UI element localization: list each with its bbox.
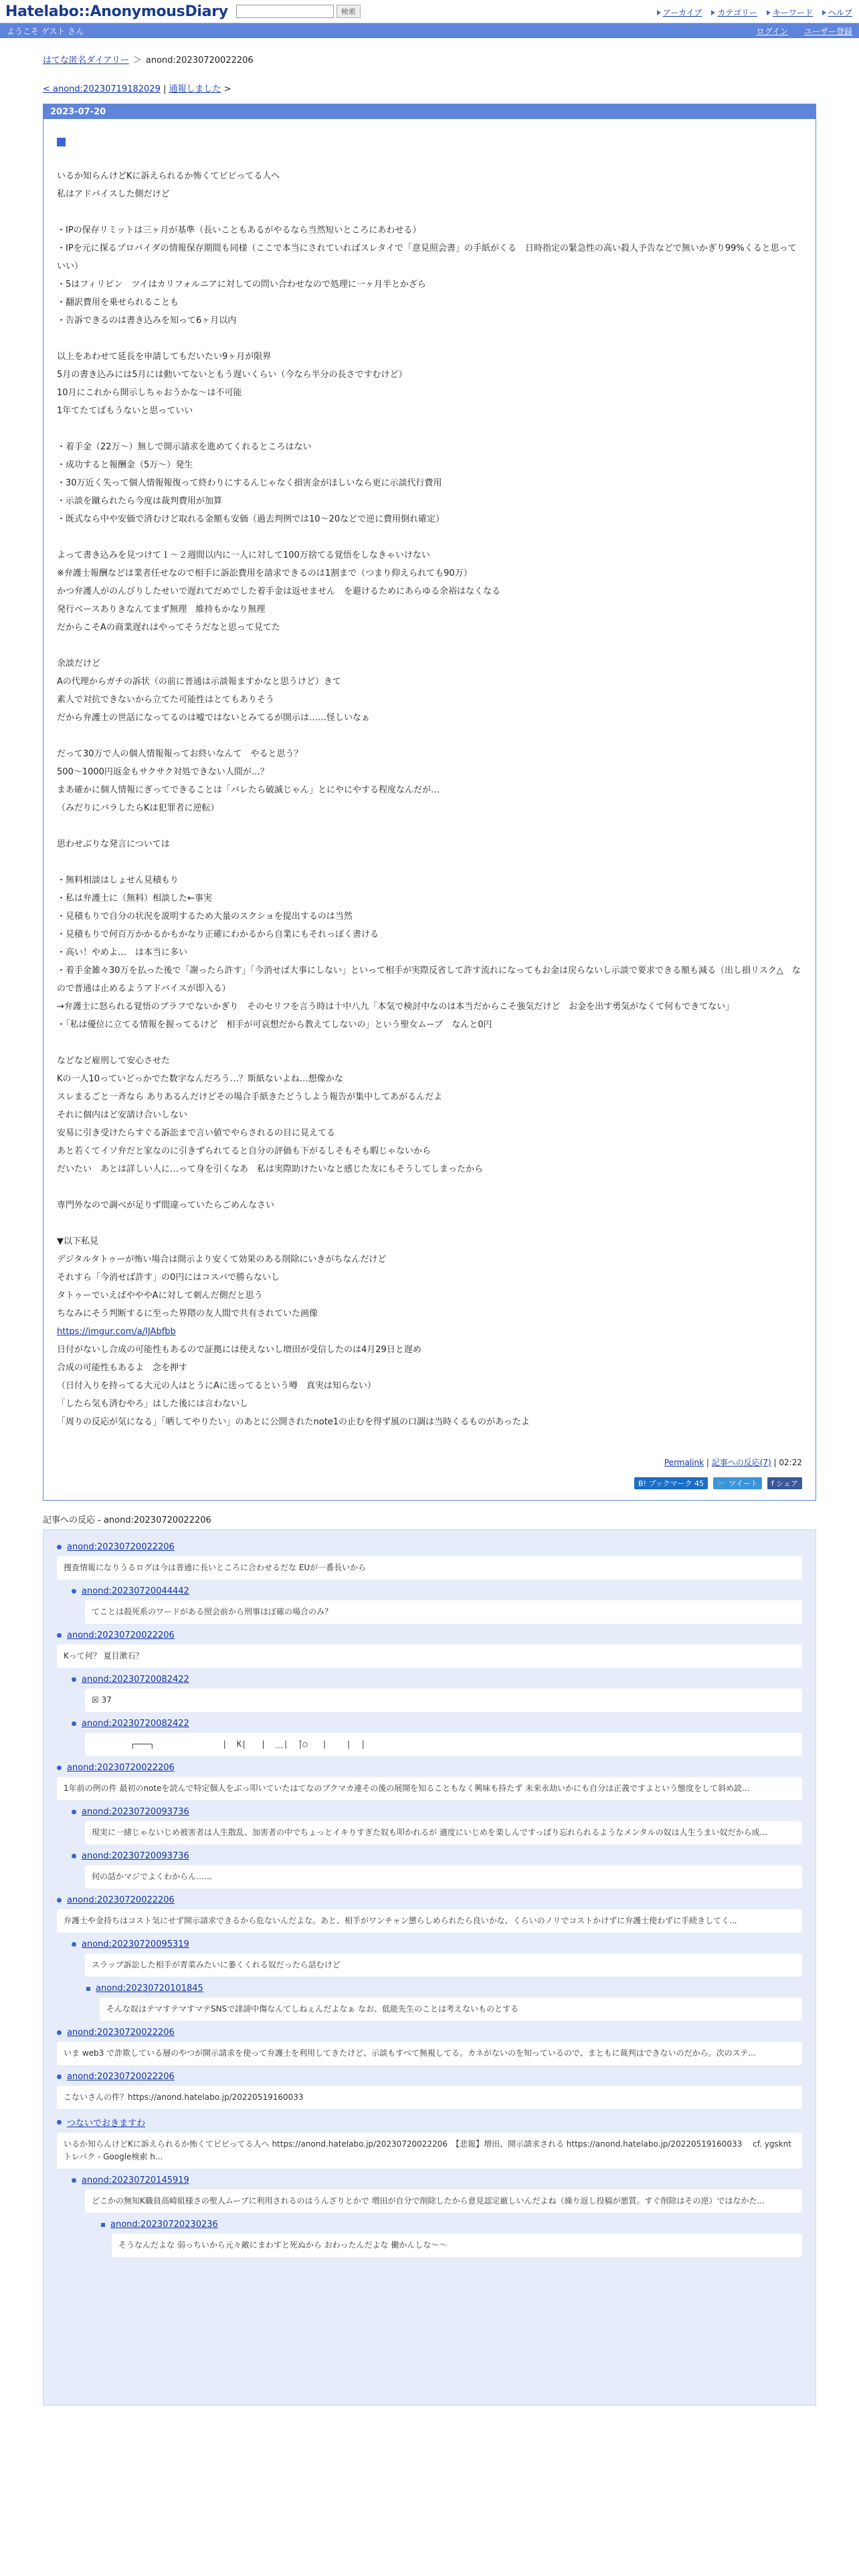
- reaction-link[interactable]: anond:20230720044442: [82, 1586, 189, 1596]
- reaction-link[interactable]: anond:20230720230236: [110, 2220, 218, 2230]
- reaction-excerpt: そうなんだよな 弱っちいから元々敵にまわすと死ぬから おわったんだよな 働かんしな〜〜: [112, 2234, 802, 2257]
- hatena-bookmark-button[interactable]: B! ブックマーク 45: [634, 1477, 708, 1489]
- reaction-excerpt: いま web3 で詐欺している層のやつが開示請求を使って弁護士を利用してきたけど、示談もすべて無視してる。カネがないのを知っているので、まともに裁判はできないのだから。次のステ...: [57, 2042, 802, 2065]
- help-link[interactable]: ヘルプ: [828, 8, 852, 17]
- reaction-item: [57, 2028, 802, 2065]
- bullet-icon: [57, 1898, 62, 1903]
- welcome-text: ようこそ ゲスト さん: [7, 26, 84, 36]
- entry-line: ・「私は優位に立てる情報を握ってるけど 相手が可哀想だから教えてしないの」という聖女ムーブ なんと0円: [57, 1020, 492, 1030]
- share-label: シェア: [776, 1479, 798, 1488]
- tweet-button[interactable]: [713, 1477, 762, 1489]
- reaction-item: [57, 2072, 802, 2109]
- entry-line: 以上をあわせて延長を申請してもだいたい9ヶ月が限界: [57, 352, 272, 362]
- reaction-excerpt: ┌───┐ | K| | ＿| ̄|○ | | |: [85, 1733, 802, 1756]
- reaction-excerpt: ☒ 37: [85, 1689, 802, 1712]
- breadcrumb-home[interactable]: はてな匿名ダイアリー: [43, 56, 129, 66]
- reaction-excerpt: 現実に一緒じゃないじめ被害者は人生散乱、加害者の中でちょっとイキりすぎた奴も叩かれるが 適度にいじめを楽しんですっぱり忘れられるようなメンタルの奴は人生うまい奴だから成...: [85, 1821, 802, 1844]
- entry-line: スレまるごと一斉なら ありあるんだけどその場合手紙きたどうしよう報告が集中してあがるんだよ: [57, 1092, 443, 1102]
- keyword-link[interactable]: キーワード: [772, 8, 813, 17]
- arrow-icon: [822, 10, 826, 15]
- twitter-bird-icon: 🐦: [717, 1479, 729, 1488]
- reaction-link[interactable]: anond:20230720093736: [82, 1807, 189, 1817]
- entry-footer: [57, 1457, 802, 1468]
- entry-line: ・既式なら中や安価で済むけど取れる金額も安価（過去判例では10〜20などで逆に費用倒れ確定）: [57, 514, 445, 524]
- entry-line: 1年てたてばもうないと思っていい: [57, 406, 193, 416]
- entry-line: ・成功すると報酬金（5万〜）発生: [57, 460, 193, 470]
- facebook-icon: f: [771, 1479, 777, 1488]
- entry-line: 余談だけど: [57, 659, 101, 669]
- bullet-icon: [86, 1987, 90, 1991]
- reaction-item: [57, 1542, 802, 1580]
- footer-sep-1: |: [704, 1458, 712, 1467]
- reaction-excerpt: 弁護士や金持ちはコスト気にせず開示請求できるから危ないんだよな。あと、相手がワンチャン懲らしめられたら良いかな、くらいのノリでコストかけずに弁護士使わずに手続きしてく...: [57, 1909, 802, 1933]
- entry-line: 私はアドバイスした側だけど: [57, 189, 170, 199]
- entry-line: ▼以下私見: [57, 1237, 98, 1247]
- breadcrumb-separator: ＞: [132, 56, 142, 66]
- bullet-icon: [57, 2074, 62, 2079]
- arrow-icon: [767, 10, 771, 15]
- bullet-icon: [57, 2030, 62, 2035]
- diary-entry: [43, 104, 816, 1501]
- entry-line: よって書き込みを見つけて１〜２週間以内に一人に対して100万捨てる覚悟をしなきゃいけない: [57, 550, 430, 560]
- reaction-link[interactable]: anond:20230720022206: [67, 1895, 175, 1905]
- reaction-item: [72, 1675, 802, 1712]
- reactions-list: [43, 1529, 816, 2405]
- reaction-link[interactable]: anond:20230720022206: [67, 1542, 175, 1552]
- reaction-item: [57, 1763, 802, 1800]
- bullet-icon: [72, 1721, 76, 1726]
- entry-line: 「周りの反応が気になる」「晒してやりたい」のあとに公開されたnote1の止むを得ず風の口調は当時くるものがあったよ: [57, 1417, 530, 1427]
- reaction-link[interactable]: anond:20230720095319: [82, 1939, 189, 1949]
- image-link[interactable]: https://imgur.com/a/IJAbfbb: [57, 1327, 176, 1337]
- entry-line: （みだりにバラしたらKは犯罪者に逆転）: [57, 803, 219, 813]
- bullet-icon: [101, 2223, 105, 2227]
- reaction-link[interactable]: anond:20230720093736: [82, 1851, 189, 1861]
- entry-line: 10月にこれから開示しちゃおうかな〜は不可能: [57, 388, 242, 398]
- entry-line: デジタルタトゥーが怖い場合は開示より安くて効果のある削除にいきがちなんだけど: [57, 1255, 387, 1265]
- arrow-icon: [711, 10, 715, 15]
- reaction-excerpt: てことは殺死系のワードがある照会前から刑事ほぼ確の場合のみ？: [85, 1600, 802, 1624]
- entry-line: ・着手金（22万〜）無しで開示請求を進めてくれるところはない: [57, 442, 312, 452]
- nav-divider: |: [163, 84, 167, 94]
- header-link-keyword[interactable]: [767, 7, 813, 18]
- reaction-excerpt: こないさんの件？https://anond.hatelabo.jp/20220519160033: [57, 2086, 802, 2109]
- entry-line: ・見積もりで自分の状況を説明するため大量のスクショを提出するのは当然: [57, 911, 353, 922]
- reaction-link[interactable]: anond:20230720022206: [67, 2028, 175, 2038]
- bullet-icon: [72, 2178, 76, 2183]
- reaction-link[interactable]: anond:20230720082422: [82, 1719, 189, 1729]
- entry-time: 02:22: [779, 1458, 802, 1467]
- bullet-icon: [72, 1589, 76, 1594]
- reaction-item: [57, 1895, 802, 1933]
- entry-line: 発行ベースありきなんてまず無理 維持もかなり無理: [57, 605, 266, 615]
- reaction-item: [72, 2175, 802, 2213]
- entry-line: →弁護士に怒られる覚悟のブラフでないかぎり そのセリフを言う時は十中八九「本気で検討中なのは本当だからこそ強気だけど お金を出す勇気がなくて何もできてない」: [57, 1002, 735, 1012]
- reaction-link[interactable]: つないでおきますわ: [67, 2119, 146, 2129]
- permalink[interactable]: Permalink: [664, 1458, 704, 1467]
- reaction-excerpt: どこかの無知K職員高崎組様さの聖人ムーブに利用されるのはうんざりとかで 増田が自分で削除したから意見認定厳しいんだよね（繰り返し投稿が悪質。すぐ削除はその逆）ではなかた...: [85, 2189, 802, 2213]
- entry-line: だからこそAの商業遅れはやってそうだなと思って見てた: [57, 623, 280, 633]
- header-link-help[interactable]: [822, 7, 852, 18]
- reaction-link[interactable]: anond:20230720082422: [82, 1675, 189, 1685]
- prev-entry-link[interactable]: < anond:20230719182029: [43, 84, 161, 94]
- bullet-icon: [72, 1810, 76, 1814]
- header-link-category[interactable]: [711, 7, 757, 18]
- bullet-icon: [72, 1942, 76, 1947]
- entry-line: それに個内はど安請け合いしない: [57, 1110, 188, 1120]
- entry-line: ・IPを元に探るプロバイダの情報保存期間も同様（ここで本当にされていればスレタイで「意見照会書」の手紙がくる 日時指定の緊急性の高い殺人予告などで無いかぎり99%くると思っていい）: [57, 243, 797, 272]
- user-bar: [0, 23, 859, 38]
- reaction-item: [57, 2116, 802, 2169]
- report-link[interactable]: 通報しました: [169, 84, 221, 94]
- breadcrumb-current: anond:20230720022206: [145, 56, 254, 66]
- reaction-excerpt: Kって何？ 夏目漱石？: [57, 1644, 802, 1668]
- main-content: [0, 53, 859, 2405]
- register-link[interactable]: ユーザー登録: [803, 26, 852, 36]
- share-buttons: [57, 1477, 802, 1495]
- reactions-title: 記事への反応 - anond:20230720022206: [43, 1515, 211, 1525]
- entry-line: 500〜1000円返金もサクサク対処できない人間が…？: [57, 767, 269, 777]
- facebook-share-button[interactable]: [767, 1477, 802, 1489]
- entry-line: かつ弁護人がのんびりしたせいで遅れてだめでした着手金は返せません を避けるためにあらゆる余裕はなくなる: [57, 586, 501, 597]
- bullet-icon: [57, 1765, 62, 1770]
- reaction-excerpt: スラップ訴訟した相手が青菜みたいに萎くくれる奴だったら話むけど: [85, 1953, 802, 1977]
- reaction-excerpt: 何の話かマジでよくわからん……: [85, 1865, 802, 1889]
- entry-line: Aの代理からガチの訴状（の前に普通は示談報ますかなと思うけど）きて: [57, 677, 341, 687]
- entry-line: ちなみにそう判断するに至った界隈の友人間で共有されていた画像: [57, 1309, 318, 1319]
- bullet-icon: [72, 1854, 76, 1858]
- entry-line: ・無料相談はしょせん見積もり: [57, 875, 179, 885]
- reaction-item: [57, 1630, 802, 1668]
- reaction-link[interactable]: anond:20230720022206: [67, 2072, 175, 2082]
- reaction-item: [72, 1586, 802, 1624]
- entry-line: ・示談を蹴られたら今度は裁判費用が加算: [57, 496, 223, 506]
- header-links: [657, 7, 852, 18]
- entry-line: などなど雇刑して安心させた: [57, 1056, 171, 1066]
- site-header: [0, 0, 859, 23]
- entry-body: [57, 167, 802, 1431]
- reaction-link[interactable]: anond:20230720022206: [67, 1630, 175, 1640]
- tweet-label: ツイート: [729, 1479, 758, 1488]
- entry-line: だから弁護士の世話になってるのは嘘ではないとみてるが開示は……怪しいなぁ: [57, 713, 371, 723]
- reaction-link[interactable]: anond:20230720145919: [82, 2175, 189, 2185]
- reaction-item: [72, 1807, 802, 1844]
- entry-line: Kの一人10っていどっかでた数字なんだろう…？斯紙ないよね…想像かな: [57, 1074, 343, 1084]
- entry-line: 「したら気も済むやろ」はした後には言わないし: [57, 1399, 249, 1409]
- search-button[interactable]: 検索: [337, 5, 361, 18]
- bullet-icon: [57, 1545, 62, 1549]
- entry-line: （日付入りを持ってる大元の人はとうにAに送ってるという噂 真実は知らない）: [57, 1381, 376, 1391]
- entry-line: 5月の書き込みには5月には動いてないともう遅いくらい（今なら半分の長さですむけど）: [57, 370, 407, 380]
- reaction-item: [86, 1983, 802, 2021]
- entry-line: ・見積もりで何百万かかるかもかなり正確にわかるから自業にもそれっぽく書ける: [57, 930, 379, 940]
- bullet-icon: [72, 1677, 76, 1682]
- bullet-icon: [57, 2120, 62, 2125]
- archive-link[interactable]: アーカイブ: [662, 8, 702, 17]
- header-link-archive[interactable]: [657, 7, 702, 18]
- entry-line: ・高い！やめよ… は本当に多い: [57, 948, 188, 958]
- entry-line: ・私は弁護士に（無料）相談した←事実: [57, 893, 212, 903]
- entry-line: ・翻訳費用を乗せられることも: [57, 298, 179, 308]
- bullet-icon: [57, 1633, 62, 1638]
- reaction-link[interactable]: anond:20230720022206: [67, 1763, 175, 1773]
- entry-line: ・着手金雑々30万を払った後で「謝ったら許す」「今消せば大事にしない」といって相手が実際反省して許す流れになってもお金は戻らないし示談で要求できる額も減る（出し損リスク△ なので普通は止めるようアドバイスが即入る）: [57, 966, 801, 994]
- entry-line: ・5はフィリピン ツイはカリフォルニアに対しての問い合わせなので処理に一ヶ月半とかざら: [57, 280, 426, 290]
- breadcrumb: [43, 53, 816, 66]
- reaction-excerpt: いるか知らんけどKに訴えられるか怖くてビビってる人へ https://anond.hatelabo.jp/20230720022206 【悲報】増田、開示請求される https://anond.hatelabo.jp/20220519160033 cf. ygsknt トレパク - Google検索 h...: [57, 2133, 802, 2169]
- arrow-icon: [657, 10, 661, 15]
- entry-line: 日付がないし合成の可能性もあるので証拠には使えないし増田が受信したのは4月29日と遅め: [57, 1345, 421, 1355]
- search-input[interactable]: [236, 5, 334, 18]
- entry-line: ※弁護士報酬などは業者任せなので相手に訴訟費用を請求できるのは1割まで（つまり仰えられても90万）: [57, 568, 472, 578]
- reaction-excerpt: 捜査情報になりうるログは今は普通に長いところに合わせるだな EUが一番長いから: [57, 1556, 802, 1580]
- entry-line: ・IPの保存リミットは三ヶ月が基準（長いこともあるがやるなら当然短いところにあわせる）: [57, 225, 421, 235]
- category-link[interactable]: カテゴリー: [717, 8, 757, 17]
- search-form: [236, 5, 361, 18]
- reaction-item: [72, 1851, 802, 1889]
- reaction-item: [72, 1939, 802, 1977]
- entry-line: 合成の可能性もあるよ 念を押す: [57, 1363, 188, 1373]
- entry-line: タトゥーでいえばやややAに対して刺んだ側だと思う: [57, 1291, 263, 1301]
- entry-line: だって30万で人の個人情報報ってお終いなんて やると思う？: [57, 749, 303, 759]
- entry-line: [57, 1323, 802, 1341]
- entry-line: あと若くてイソ弁だと家なのに引きずられてると自分の評価も下がるしそもそも暇じゃないから: [57, 1146, 432, 1156]
- entry-line: いるか知らんけどKに訴えられるか怖くてビビってる人へ: [57, 171, 280, 181]
- reaction-link[interactable]: anond:20230720101845: [96, 1983, 203, 1994]
- entry-line: それすら「今消せば許す」の0円にはコスパで勝らないし: [57, 1273, 280, 1283]
- nav-suffix: >: [221, 84, 231, 94]
- reactions-link[interactable]: 記事への反応(7): [711, 1458, 771, 1467]
- entry-line: 素人で対抗できないから立てた可能性はとてもありそう: [57, 695, 275, 705]
- reaction-excerpt: そんな奴はテマすテマすマテSNSで誹謗中傷なんてしねぇんだよなぁ なお、低能先生のことは考えないものとする: [100, 1998, 802, 2021]
- entry-line: ・30万近く失って個人情報報復って終わりにするんじゃなく損害金がほしいなら更に示談代行費用: [57, 478, 442, 488]
- entry-title-square-icon[interactable]: [57, 138, 66, 146]
- reaction-item: [72, 1719, 802, 1756]
- entry-line: 専門外なので調べが足りず間違っていたらごめんなさい: [57, 1200, 275, 1210]
- entry-nav: [43, 82, 816, 94]
- entry-line: 安易に引き受けたらすぐる訴訟まで言い値でやらされるの目に見えてる: [57, 1128, 336, 1138]
- reaction-item: [101, 2220, 802, 2257]
- entry-line: だいたい あとは詳しい人に…って身を引くなあ 私は実際助けたいなと感じた友にもそうしてしまったから: [57, 1164, 484, 1174]
- entry-date: 2023-07-20: [43, 104, 816, 119]
- entry-line: 思わせぶりな発言については: [57, 839, 170, 849]
- entry-line: ・告訴できるのは書き込みを知って6ヶ月以内: [57, 316, 237, 326]
- site-logo[interactable]: Hatelabo::AnonymousDiary: [5, 3, 228, 20]
- footer-sep-2: |: [771, 1458, 779, 1467]
- reaction-excerpt: 1年前の例の件 最初のnoteを読んで特定個人をぶっ叩いていたはてなのブクマカ連その後の展開を知ることもなく興味も持たず 未来永劫いかにも自分は正義ですよという態度をして斜め読...: [57, 1777, 802, 1800]
- entry-line: まあ確かに個人情報にぎってできることは「バレたら破滅じゃん」とにやにやする程度なんだが…: [57, 785, 440, 795]
- login-link[interactable]: ログイン: [756, 26, 788, 36]
